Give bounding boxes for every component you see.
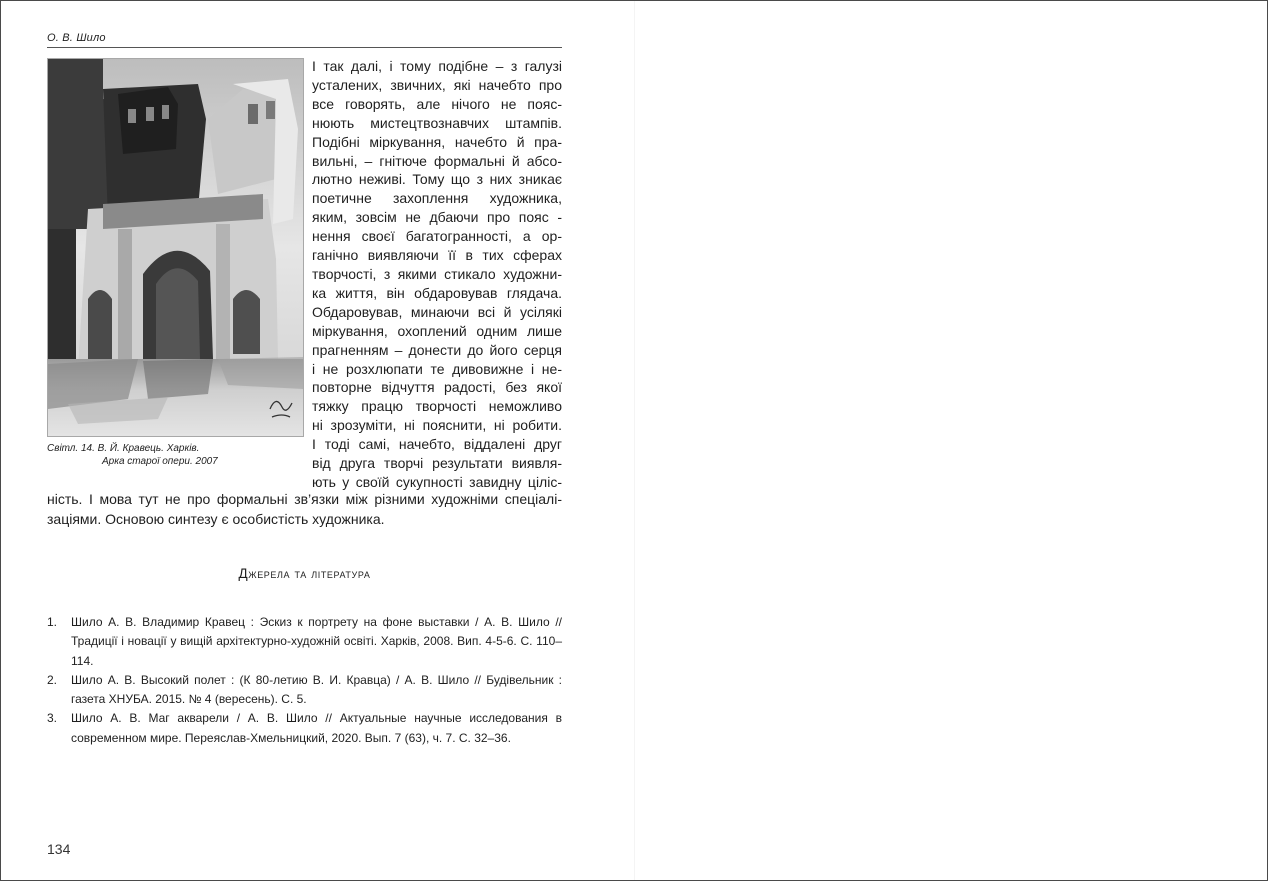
source-text: Шило А. В. Высокий полет : (К 80-летию В. И. Кравца) / А. В. Шило // Будівельник : газета ХНУБА. 2015. № 4 (вересень). С. 5. <box>71 672 562 707</box>
body-text-line: і не розхлюпати те дивовижне і не- <box>312 360 562 377</box>
body-text-line: ні зрозуміти, ні пояснити, ні робити. <box>312 417 562 434</box>
body-text-line: творчості, з якими стикало художни- <box>312 265 562 282</box>
source-number: 2. <box>47 672 58 687</box>
body-text-line: Обдаровував, минаючи всі й усілякі <box>312 303 562 320</box>
body-text-line: ганічно виявляючи її в тих сферах <box>312 247 562 264</box>
body-text-line: все говорять, але нічого не пояс- <box>312 95 562 112</box>
sources-list <box>47 613 562 748</box>
body-text-line: заціями. Основою синтезу є особистість художника. <box>47 511 385 527</box>
header-rule <box>47 47 562 48</box>
body-text-line: І тоді самі, начебто, віддалені друг <box>312 436 562 453</box>
body-text-line: Подібні міркування, начебто й пра- <box>312 133 562 150</box>
body-text-line: ють у своїй сукупності завидну ціліс- <box>312 473 562 490</box>
watercolor-illustration <box>47 58 304 437</box>
body-text-line: ка життя, він обдаровував глядача. <box>312 284 562 301</box>
body-text-line: прагненням – донести до його серця <box>312 341 562 358</box>
source-item <box>47 671 562 710</box>
page-number: 134 <box>47 841 71 857</box>
body-text-line: від друга творчі результати виявля- <box>312 455 562 472</box>
body-text-line: міркування, охоплений одним лише <box>312 322 562 339</box>
body-text-line: яким, зовсім не дбаючи про пояс - <box>312 209 562 226</box>
body-text-line: поетичне захоплення художника, <box>312 190 562 207</box>
body-text-continuation <box>47 489 562 529</box>
body-text-line: нюють мистецтвознавчих штампів. <box>312 114 562 131</box>
body-text-line: тяжку працю творчості неможливо <box>312 398 562 415</box>
body-text-line: І так далі, і тому подібне – з галузі <box>312 58 562 74</box>
figure-caption-line-2: Арка старої опери. 2007 <box>102 455 218 467</box>
body-text-line: усталених, звичних, які начебто про <box>312 76 562 93</box>
body-text-line: лютно неживі. Тому що з них зникає <box>312 171 562 188</box>
source-item <box>47 613 562 671</box>
body-text-line: вильні, – гнітюче формальні й абсо- <box>312 152 562 169</box>
source-number: 3. <box>47 711 58 726</box>
source-item <box>47 709 562 748</box>
body-text-column <box>312 57 562 492</box>
figure-caption <box>47 443 297 468</box>
body-text-line: нення своєї багатогранності, а ор- <box>312 228 562 245</box>
source-text: Шило А. В. Маг акварели / А. В. Шило // Актуальные научные исследования в современном мире. Переяслав-Хмельницкий, 2020. Вып. 7 (63), ч. 7. С. 32–36. <box>71 711 562 745</box>
source-number: 1. <box>47 615 58 629</box>
body-text-line: ність. І мова тут не про формальні зв’язки між різними художніми спеціалі- <box>47 491 562 507</box>
figure-caption-line-1: Світл. 14. В. Й. Кравець. Харків. <box>47 443 200 454</box>
sources-heading: Джерела та література <box>238 566 371 581</box>
watercolor-opera-arch-image <box>48 59 303 436</box>
body-text-line: повторне відчуття радості, без якої <box>312 379 562 396</box>
running-head: О. В. Шило <box>47 32 106 44</box>
source-text: Шило А. В. Владимир Кравец : Эскиз к портрету на фоне выставки / А. В. Шило // Традиції і новації у вищій архітектурно-художній освіті. Харків, 2008. Вип. 4-5-6. С. 110–114. <box>71 615 562 668</box>
page-gutter <box>634 1 635 880</box>
